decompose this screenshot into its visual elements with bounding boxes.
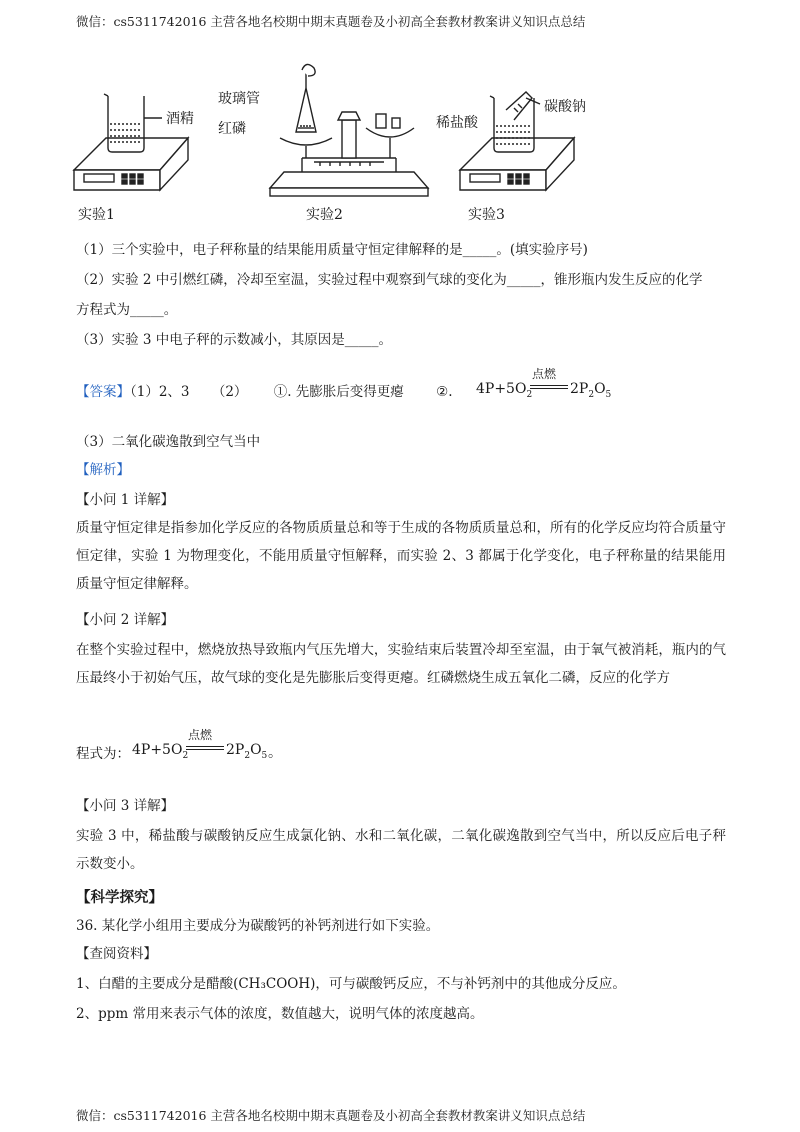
info-title: 【查阅资料】 <box>76 946 157 962</box>
eq-right: 2P <box>570 381 589 397</box>
eq2-left: 4P+5O <box>132 742 183 758</box>
eq2-condition: 点燃 <box>188 728 213 742</box>
eq-sub-p: 2 <box>588 389 595 400</box>
exp2-note-phosphorus: 红磷 <box>218 121 246 137</box>
eq2-o: O <box>250 742 262 758</box>
question-36: 36. 某化学小组用主要成分为碳酸钙的补钙剂进行如下实验。 <box>76 918 440 934</box>
eq-left: 4P+5O <box>476 381 527 397</box>
question-2-line2: 方程式为_____。 <box>76 302 178 318</box>
exp1-note-alcohol: 酒精 <box>166 111 194 127</box>
eq-double-line <box>530 385 568 389</box>
analysis-sub3-text: 实验 3 中，稀盐酸与碳酸钠反应生成氯化钠、水和二氧化碳，二氧化碳逸散到空气当中，所以反应后电子秤示数变小。 <box>76 828 726 872</box>
experiment-figure <box>70 62 630 232</box>
eq2-sub-p: 2 <box>244 750 251 761</box>
answer-part2: （2） <box>211 384 248 400</box>
analysis-eq-prefix: 程式为： <box>76 746 130 762</box>
analysis-sub2-title: 【小问 2 详解】 <box>76 612 175 628</box>
exp2-note-tube: 玻璃管 <box>218 91 260 107</box>
answer-part1: （1）2、3 <box>130 384 190 400</box>
analysis-sub1-text: 质量守恒定律是指参加化学反应的各物质质量总和等于生成的各物质质量总和，所有的化学反应均符合质量守恒定律，实验 1 为物理变化，不能用质量守恒解释，而实验 2、3 都属于化学变化，电子秤称量的结果能用质量守恒定律解释。 <box>76 520 726 592</box>
question-2-line1: （2）实验 2 中引燃红磷，冷却至室温，实验过程中观察到气球的变化为_____，锥形瓶内发生反应的化学 <box>76 272 703 288</box>
answer-tag: 【答案】 <box>76 384 130 400</box>
eq2-sub-o2: 2 <box>182 750 189 761</box>
analysis-sub1-title: 【小问 1 详解】 <box>76 492 175 508</box>
eq-condition: 点燃 <box>532 367 557 381</box>
eq2-double-line <box>186 746 224 750</box>
answer-opt1: ①. 先膨胀后变得更瘪 <box>273 384 404 400</box>
eq2-sub-o5: 5 <box>261 750 268 761</box>
eq-o: O <box>594 381 606 397</box>
exp2-illustration <box>270 64 428 196</box>
info-item-1: 1、白醋的主要成分是醋酸(CH₃COOH)，可与碳酸钙反应，不与补钙剂中的其他成分反应。 <box>76 976 626 992</box>
analysis-tag: 【解析】 <box>76 462 130 478</box>
answer-line <box>76 382 453 402</box>
exp3-note-salt: 碳酸钠 <box>544 99 586 115</box>
exp3-label: 实验3 <box>468 207 505 223</box>
page-footer: 微信：cs5311742016 主营各地名校期中期末真题卷及小初高全套教材教案讲义知识点总结 <box>76 1108 586 1123</box>
info-item-2: 2、ppm 常用来表示气体的浓度，数值越大，说明气体的浓度越高。 <box>76 1006 484 1022</box>
analysis-eq-suffix: 。 <box>268 745 282 761</box>
exp2-label: 实验2 <box>306 207 343 223</box>
exp1-label: 实验1 <box>78 207 115 223</box>
eq2-right: 2P <box>226 742 245 758</box>
analysis-sub2-text: 在整个实验过程中，燃烧放热导致瓶内气压先增大，实验结束后装置冷却至室温，由于氧气被消耗，瓶内的气压最终小于初始气压，故气球的变化是先膨胀后变得更瘪。红磷燃烧生成五氧化二磷，反应的化学方 <box>76 642 726 686</box>
answer-opt2: ②. <box>436 384 453 400</box>
question-1: （1）三个实验中，电子秤称量的结果能用质量守恒定律解释的是_____。(填实验序号) <box>76 242 588 258</box>
question-3: （3）实验 3 中电子秤的示数减小，其原因是_____。 <box>76 332 393 348</box>
analysis-sub3-title: 【小问 3 详解】 <box>76 798 175 814</box>
eq-sub-o2: 2 <box>526 389 533 400</box>
exp3-note-acid: 稀盐酸 <box>436 115 478 131</box>
answer-part3: （3）二氧化碳逸散到空气当中 <box>76 434 261 450</box>
page-header: 微信：cs5311742016 主营各地名校期中期末真题卷及小初高全套教材教案讲义知识点总结 <box>76 14 586 29</box>
section-title: 【科学探究】 <box>76 889 163 906</box>
eq-sub-o5: 5 <box>605 389 612 400</box>
